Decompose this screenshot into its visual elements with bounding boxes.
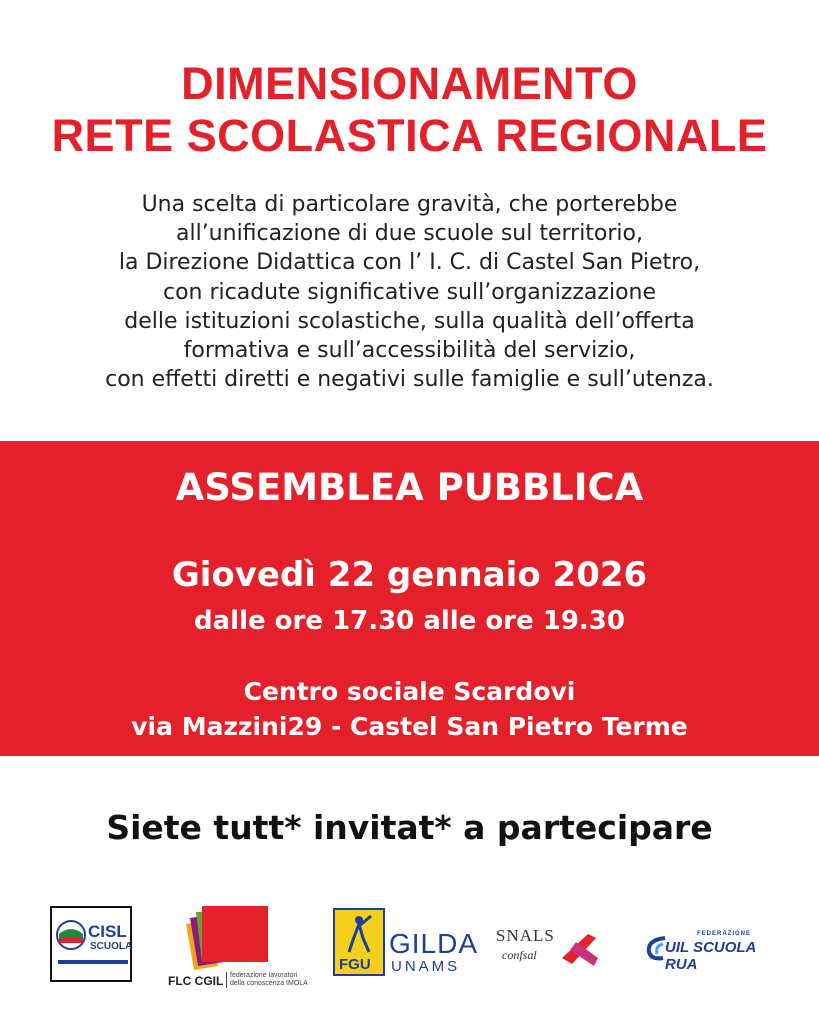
snals-confsal-logo [496,926,606,974]
uil-federation-label: FEDERAZIONE [697,931,752,937]
gilda-sub: UNAMS [391,958,461,975]
uil-name: UIL SCUOLA RUA [665,939,756,973]
event-date: Giovedì 22 gennaio 2026 [171,555,648,595]
intro-line: formativa e sull’accessibilità del servizio, [183,338,636,364]
title-line-2: RETE SCOLASTICA REGIONALE [51,110,768,161]
cisl-sub: SCUOLA [90,941,133,952]
gilda-badge-label: FGU [339,956,371,973]
snals-sub: confsal [502,948,537,962]
intro-line: con effetti diretti e negativi sulle famiglie e sull’utenza. [105,367,714,393]
torch-bearer-icon [335,910,383,954]
gilda-badge [333,908,385,976]
event-heading: ASSEMBLEA PUBBLICA [175,466,644,509]
intro-paragraph [0,190,819,394]
event-time: dalle ore 17.30 alle ore 19.30 [194,606,625,636]
call-to-action: Siete tutt* invitat* a partecipare [106,808,713,847]
cisl-name: CISL [88,922,127,941]
cisl-tagline-bar [58,960,128,964]
flc-emblem-icon [168,904,308,970]
intro-line: con ricadute significative sull’organizzazione [162,279,657,305]
intro-line: all’unificazione di due scuole sul territorio, [175,221,644,247]
title-line-1: DIMENSIONAMENTO [181,58,638,109]
uil-scuola-rua-logo [645,928,781,973]
event-address: via Mazzini29 - Castel San Pietro Terme [131,712,688,741]
cisl-scuola-logo [50,906,132,982]
cisl-emblem-icon [56,920,86,950]
event-venue: Centro sociale Scardovi [243,677,576,706]
flc-name: FLC CGIL [168,974,224,988]
snals-name: SNALS [496,926,555,945]
flc-cgil-logo [168,904,308,990]
snals-swoosh-icon [558,928,604,968]
flc-sub: federazione lavoratori della conoscenza IMOLA [226,972,310,988]
gilda-unams-logo [333,908,481,978]
intro-line: la Direzione Didattica con l’ I. C. di Castel San Pietro, [118,250,701,276]
intro-line: Una scelta di particolare gravità, che porterebbe [141,192,678,217]
gilda-name: GILDA [389,928,479,959]
intro-line: delle istituzioni scolastiche, sulla qualità dell’offerta [124,308,695,334]
